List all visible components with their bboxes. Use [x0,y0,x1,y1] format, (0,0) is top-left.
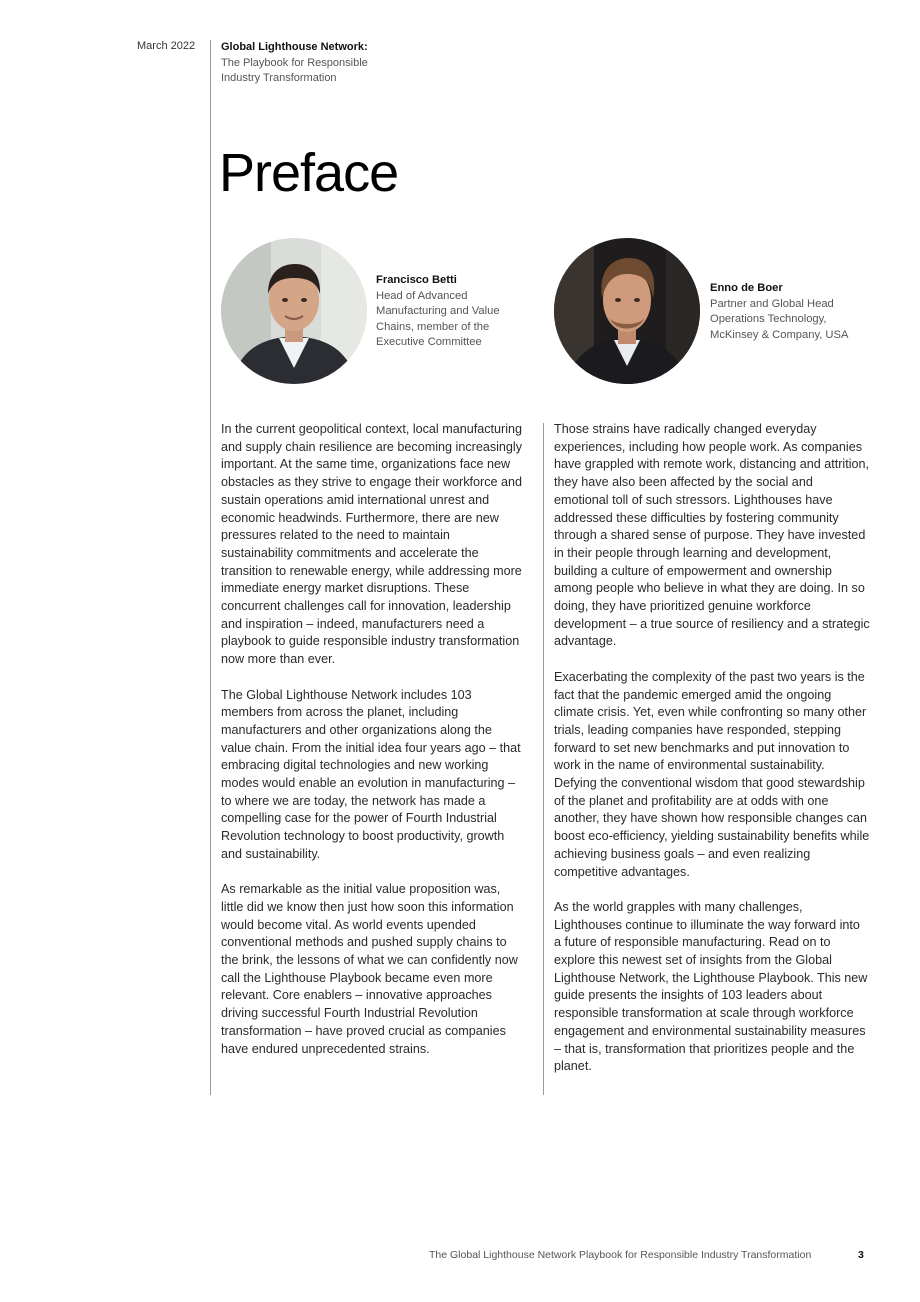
person-role-line: Operations Technology, [710,313,827,325]
person-name: Enno de Boer [710,282,783,294]
page-number: 3 [858,1249,864,1261]
person-enno-de-boer [710,281,880,343]
header-publication-title [221,40,421,87]
footer-publication-title: The Global Lighthouse Network Playbook for Responsible Industry Transformation [429,1249,812,1261]
main-vertical-rule [210,40,211,1095]
person-role-line: Head of Advanced [376,289,468,302]
portrait-francisco-betti [221,238,367,384]
portrait-photo-2 [554,238,700,384]
person-role-line: Manufacturing and Value [376,305,500,317]
paragraph: Those strains have radically changed everyday experiences, including how people work. As companies have grappled with remote work, distancing and attrition, they have also been affected by the social and emotional toll of such stressors. Lighthouses have addressed these difficulties by fostering community through a shared sense of purpose. They have invested in their people through learning and development, building a culture of empowerment and ownership among people who believe in what they are doing. In so doing, they have prioritized genuine workforce development – a true source of resiliency and a strategic advantage. [554,422,870,649]
paragraph: As remarkable as the initial value proposition was, little did we know then just how soon this information would become vital. As world events upended conventional methods and pushed supply chains to the brink, the lessons of what we can confidently now call the Lighthouse Playbook became even more relevant. Core enablers – innovative approaches driving successful Fourth Industrial Revolution transformation – have proved crucial as companies have endured unprecedented strains. [221,882,518,1056]
header-title-line-2: The Playbook for Responsible [221,56,368,69]
person-role-line: McKinsey & Company, USA [710,328,849,341]
paragraph: As the world grapples with many challenges, Lighthouses continue to illuminate the way forward into a future of responsible manufacturing. Read on to explore this newest set of insights from the Global Lighthouse Network, the Lighthouse Playbook. This new guide presents the insights of 103 leaders about responsible transformation at scale through workforce engagement and environmental sustainability measures – that is, transformation that prioritizes people and the planet. [554,899,868,1074]
person-francisco-betti [376,273,526,351]
portrait-enno-de-boer [554,238,700,384]
header-title-line-3: Industry Transformation [221,72,337,84]
paragraph: Exacerbating the complexity of the past two years is the fact that the pandemic emerged amid the ongoing climate crisis. Yet, even while confronting so many other trials, leading companies have responded, stepping forward to set new benchmarks and put innovation to work in the name of environmental sustainability. Defying the conventional wisdom that good stewardship of the planet and profitability are at odds with one another, they have shown how responsible changes can boost eco-efficiency, yielding sustainability benefits while achieving business goals – and even realizing competitive advantages. [554,669,870,879]
left-text-column [221,421,523,1076]
header-date: March 2022 [137,40,196,52]
portrait-photo-1 [221,238,367,384]
person-role-line: Chains, member of the [376,320,490,333]
paragraph: In the current geopolitical context, local manufacturing and supply chain resilience are becoming increasingly important. At the same time, organizations face new obstacles as they strive to engage their workforce and sustain operations amid international unrest and economic headwinds. Furthermore, there are new pressures related to the need to maintain sustainability commitments and accelerate the transition to renewable energy, while addressing more immediate energy market disruptions. These concurrent challenges call for innovation, leadership and inspiration – indeed, manufacturers need a playbook to guide responsible industry transformation now more than ever. [221,422,523,667]
person-role-line: Partner and Global Head [710,297,834,310]
paragraph: The Global Lighthouse Network includes 103 members from across the planet, including manufacturers and other organizations along the value chain. From the initial idea four years ago – that embracing digital technologies and new working modes would enable an evolution in manufacturing – to where we are today, the network has made a compelling case for the power of Fourth Industrial Revolution technology to boost productivity, growth and sustainability. [221,687,521,861]
person-role-line: Executive Committee [376,336,482,348]
page-title: Preface [219,143,399,203]
right-text-column [554,421,870,1094]
right-column-rule [543,423,544,1095]
header-title-main: Global Lighthouse Network: [221,41,368,53]
person-name: Francisco Betti [376,274,457,286]
